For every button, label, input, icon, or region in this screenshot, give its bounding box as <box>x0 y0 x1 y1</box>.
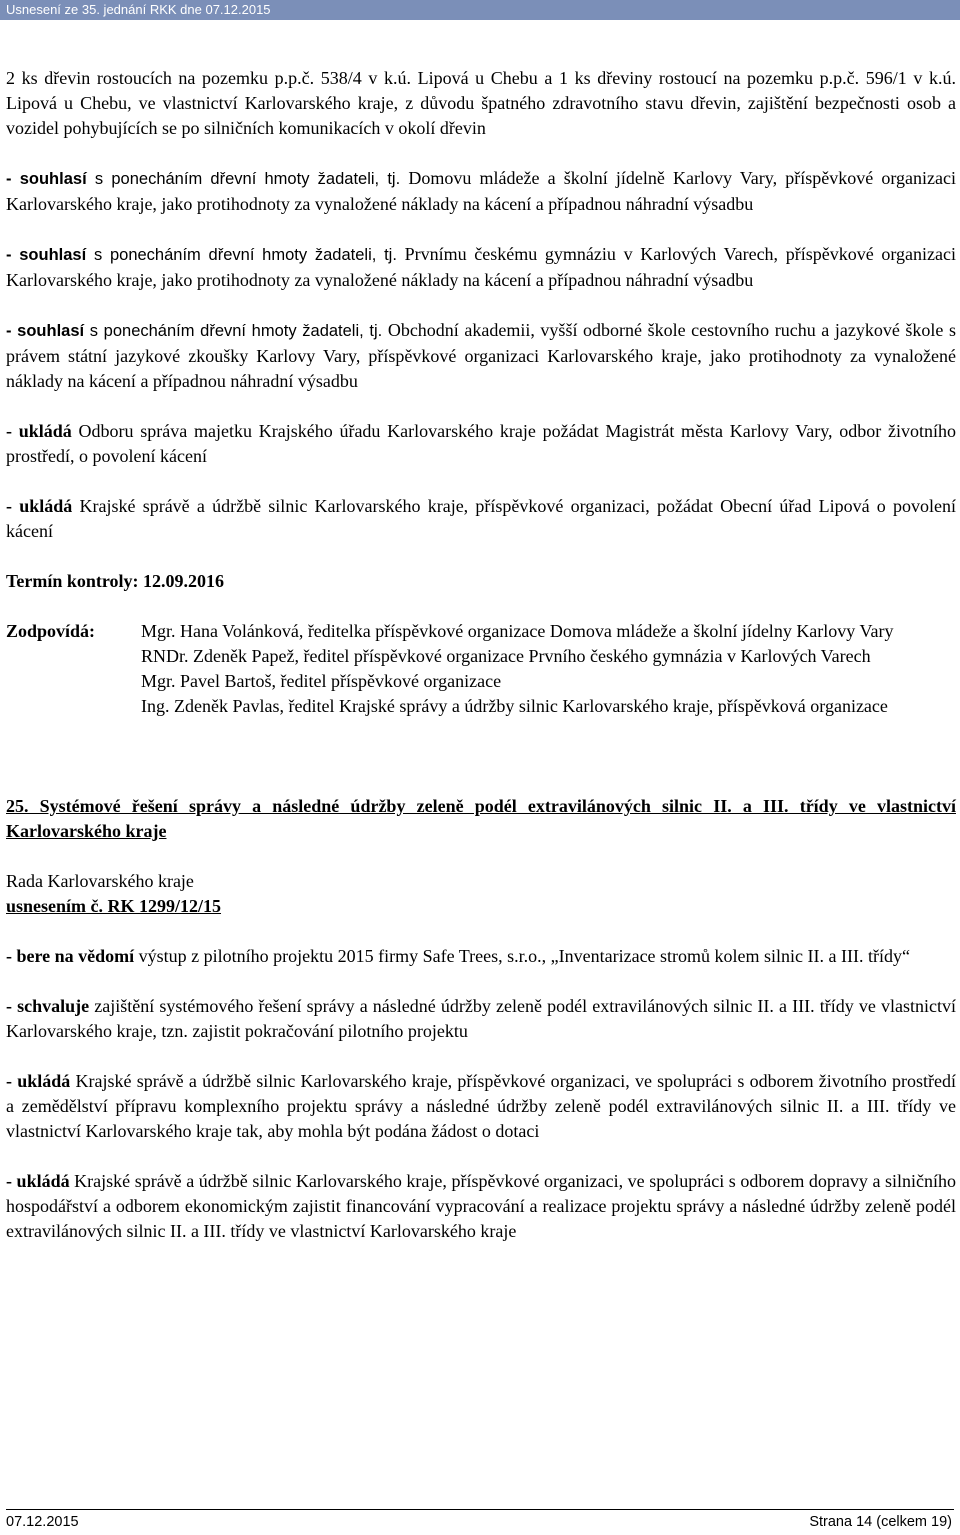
verb-uklada: - ukládá <box>6 496 73 516</box>
paragraph-text: Krajské správě a údržbě silnic Karlovarského kraje, příspěvkové organizaci, ve spolupráci s odborem dopravy a silničního hospodářství a odborem ekonomickým zajistit financování vypracování a realizace projektu správy a následné údržby zeleně podél extravilánových silnic II. a III. třídy ve vlastnictví Karlovarského kraje <box>6 1171 956 1241</box>
paragraph-text: zajištění systémového řešení správy a následné údržby zeleně podél extravilánových silnic II. a III. třídy ve vlastnictví Karlovarského kraje, tzn. zajistit pokračování pilotního projektu <box>6 996 956 1041</box>
document-body <box>6 66 956 1269</box>
paragraph-uklada-4 <box>6 1169 956 1244</box>
paragraph-uklada-3 <box>6 1069 956 1144</box>
responsible-block <box>6 619 956 719</box>
paragraph-souhlasi-2 <box>6 242 956 293</box>
responsible-list <box>141 619 956 719</box>
responsible-person: RNDr. Zdeněk Papež, ředitel příspěvkové organizace Prvního českého gymnázia v Karlových Varech <box>141 646 871 666</box>
verb-souhlasi: - souhlasí <box>6 246 87 264</box>
paragraph-bere-na-vedomi <box>6 944 956 969</box>
paragraph-text: Obchodní akademii, vyšší odborné škole cestovního ruchu a jazykové škole s právem státní jazykové zkoušky Karlovy Vary, příspěvkové organizaci Karlovarského kraje, jako protihodnoty za vynaložené náklady na kácení a případnou náhradní výsadbu <box>6 320 956 391</box>
paragraph-uklada-1 <box>6 419 956 469</box>
termin-kontroly: Termín kontroly: 12.09.2016 <box>6 571 225 591</box>
item-25-heading: 25. Systémové řešení správy a následné údržby zeleně podél extravilánových silnic II. a III. třídy ve vlastnictví Karlovarského kraje <box>6 796 956 841</box>
verb-schvaluje: - schvaluje <box>6 996 90 1016</box>
paragraph-text-sans: s ponecháním dřevní hmoty žadateli, tj. <box>84 322 383 340</box>
paragraph-souhlasi-1 <box>6 166 956 217</box>
footer-divider <box>6 1509 954 1510</box>
verb-uklada: - ukládá <box>6 1171 70 1191</box>
paragraph-text: výstup z pilotního projektu 2015 firmy Safe Trees, s.r.o., „Inventarizace stromů kolem silnic II. a III. třídy“ <box>134 946 910 966</box>
rada-label: Rada Karlovarského kraje <box>6 871 194 891</box>
responsible-person: Mgr. Pavel Bartoš, ředitel příspěvkové organizace <box>141 671 502 691</box>
verb-uklada: - ukládá <box>6 1071 71 1091</box>
footer-page-number: Strana 14 (celkem 19) <box>809 1514 952 1530</box>
footer-date: 07.12.2015 <box>6 1514 79 1530</box>
verb-souhlasi: - souhlasí <box>6 322 85 340</box>
paragraph-uklada-2 <box>6 494 956 544</box>
paragraph-text: Krajské správě a údržbě silnic Karlovarského kraje, příspěvkové organizaci, ve spolupráci s odborem životního prostředí a zemědělství přípravu komplexního projektu správy a následné údržby zeleně podél extravilánových silnic II. a III. třídy ve vlastnictví Karlovarského kraje tak, aby mohla být podána žádost o dotaci <box>6 1071 957 1141</box>
responsible-person: Mgr. Hana Volánková, ředitelka příspěvkové organizace Domova mládeže a školní jídelny Karlovy Vary <box>141 621 894 641</box>
header-title: Usnesení ze 35. jednání RKK dne 07.12.2015 <box>6 2 271 17</box>
verb-bere-na-vedomi: - bere na vědomí <box>6 946 135 966</box>
paragraph-text: Krajské správě a údržbě silnic Karlovarského kraje, příspěvkové organizaci, požádat Obecní úřad Lipová o povolení kácení <box>6 496 956 541</box>
paragraph-souhlasi-3 <box>6 318 956 394</box>
verb-uklada: - ukládá <box>6 421 72 441</box>
paragraph-text-sans: s ponecháním dřevní hmoty žadateli, tj. <box>86 170 401 188</box>
resolution-number: usnesením č. RK 1299/12/15 <box>6 896 222 916</box>
paragraph-text: Prvnímu českému gymnáziu v Karlových Varech, příspěvkové organizaci Karlovarského kraje, jako protihodnoty za vynaložené náklady na kácení a případnou náhradní výsadbu <box>6 244 957 290</box>
paragraph-text-sans: s ponecháním dřevní hmoty žadateli, tj. <box>86 246 397 264</box>
verb-souhlasi: - souhlasí <box>6 170 87 188</box>
paragraph-text: Odboru správa majetku Krajského úřadu Karlovarského kraje požádat Magistrát města Karlovy Vary, odbor životního prostředí, o povolení kácení <box>6 421 957 466</box>
responsible-person: Ing. Zdeněk Pavlas, ředitel Krajské správy a údržby silnic Karlovarského kraje, příspěvková organizace <box>141 696 888 716</box>
page-header <box>0 0 960 20</box>
paragraph-schvaluje <box>6 994 956 1044</box>
paragraph-text: Domovu mládeže a školní jídelně Karlovy Vary, příspěvkové organizaci Karlovarského kraje, jako protihodnoty za vynaložené náklady na kácení a případnou náhradní výsadbu <box>6 168 956 214</box>
paragraph-intro: 2 ks dřevin rostoucích na pozemku p.p.č. 538/4 v k.ú. Lipová u Chebu a 1 ks dřeviny rostoucí na pozemku p.p.č. 596/1 v k.ú. Lipová u Chebu, ve vlastnictví Karlovarského kraje, z důvodu špatného zdravotního stavu dřevin, zajištění bezpečnosti osob a vozidel pohybujících se po silničních komunikacích v okolí dřevin <box>6 68 956 138</box>
responsible-label: Zodpovídá: <box>6 621 96 641</box>
